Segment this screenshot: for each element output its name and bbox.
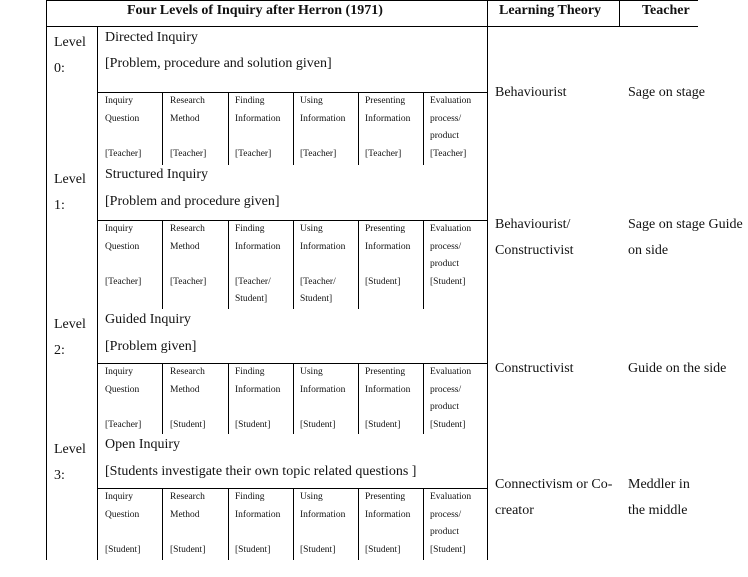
subtable-role-value: [Teacher/ Student]: [235, 276, 271, 304]
subtable-step-label: Inquiry Question: [105, 367, 140, 395]
subtable-step-label: Evaluation process/ product: [430, 492, 472, 537]
levels-column-header: Four Levels of Inquiry after Herron (1971): [127, 3, 383, 18]
subtable-role-value: [Teacher]: [300, 148, 337, 159]
subtable-role-value: [Student]: [235, 544, 271, 555]
subtable-role-value: [Teacher]: [365, 148, 402, 159]
subtable-step-label: Evaluation process/ product: [430, 367, 472, 412]
subtable-role-value: [Student]: [235, 419, 271, 430]
subtable-role-value: [Student]: [365, 419, 401, 430]
subtable-step-label: Using Information: [300, 367, 346, 395]
teacher-column-header: Teacher: [642, 3, 690, 18]
learning-theory: Behaviourist/ Constructivist: [495, 217, 574, 258]
subtable-step-label: Finding Information: [235, 492, 281, 520]
subtable-step-label: Evaluation process/ product: [430, 224, 472, 269]
subtable-step-label: Finding Information: [235, 96, 281, 124]
subtable-step-label: Inquiry Question: [105, 96, 140, 124]
subtable-step-label: Presenting Information: [365, 96, 411, 124]
level-label: Level 0:: [54, 35, 86, 76]
level-label: Level 3:: [54, 442, 86, 483]
teacher-role: Sage on stage: [628, 85, 705, 100]
subtable-role-value: [Student]: [430, 544, 466, 555]
teacher-role: Guide on the side: [628, 361, 727, 376]
teacher-role: Meddler in the middle: [628, 477, 690, 518]
subtable-step-label: Presenting Information: [365, 367, 411, 395]
subtable-role-value: [Student]: [365, 544, 401, 555]
subtable-step-label: Inquiry Question: [105, 224, 140, 252]
subtable-step-label: Research Method: [170, 367, 205, 395]
subtable-step-label: Using Information: [300, 224, 346, 252]
subtable-step-label: Evaluation process/ product: [430, 96, 472, 141]
subtable-step-label: Research Method: [170, 96, 205, 124]
subtable-step-label: Using Information: [300, 96, 346, 124]
level-label: Level 1:: [54, 172, 86, 213]
subtable-step-label: Inquiry Question: [105, 492, 140, 520]
learning-theory: Connectivism or Co-creator: [495, 477, 613, 518]
subtable-role-value: [Teacher]: [170, 276, 207, 287]
level-label-divider: [97, 26, 98, 560]
subtable-role-value: [Teacher]: [235, 148, 272, 159]
table-left-border: [46, 0, 47, 560]
level-description: [Problem, procedure and solution given]: [105, 56, 332, 71]
level-name: Directed Inquiry: [105, 30, 198, 45]
table-top-border: [46, 0, 698, 1]
subtable-step-label: Presenting Information: [365, 492, 411, 520]
level-label: Level 2:: [54, 317, 86, 358]
subtable-step-label: Presenting Information: [365, 224, 411, 252]
teacher-role: Sage on stage Guide on side: [628, 217, 743, 258]
level-name: Structured Inquiry: [105, 167, 209, 182]
level-name: Guided Inquiry: [105, 312, 191, 327]
level-description: [Problem and procedure given]: [105, 194, 280, 209]
subtable-role-value: [Teacher]: [170, 148, 207, 159]
subtable-step-label: Finding Information: [235, 224, 281, 252]
subtable-role-value: [Student]: [170, 544, 206, 555]
subtable-role-value: [Student]: [105, 544, 141, 555]
learning-theory: Constructivist: [495, 361, 574, 376]
subtable-role-value: [Teacher]: [105, 276, 142, 287]
subtable-role-value: [Teacher]: [105, 148, 142, 159]
header-bottom-border: [46, 26, 698, 27]
level-name: Open Inquiry: [105, 437, 181, 452]
subtable-step-label: Finding Information: [235, 367, 281, 395]
learning-theory: Behaviourist: [495, 85, 567, 100]
subtable-role-value: [Teacher/ Student]: [300, 276, 336, 304]
subtable-role-value: [Student]: [430, 419, 466, 430]
subtable-step-label: Using Information: [300, 492, 346, 520]
subtable-role-value: [Student]: [430, 276, 466, 287]
subtable-step-label: Research Method: [170, 492, 205, 520]
level-description: [Problem given]: [105, 339, 197, 354]
theory-column-right-border: [619, 0, 620, 27]
subtable-role-value: [Student]: [170, 419, 206, 430]
subtable-role-value: [Student]: [300, 419, 336, 430]
learning-theory-column-header: Learning Theory: [499, 3, 602, 18]
subtable-step-label: Research Method: [170, 224, 205, 252]
subtable-role-value: [Teacher]: [105, 419, 142, 430]
level-description: [Students investigate their own topic related questions ]: [105, 464, 417, 479]
subtable-role-value: [Student]: [365, 276, 401, 287]
subtable-role-value: [Teacher]: [430, 148, 467, 159]
subtable-role-value: [Student]: [300, 544, 336, 555]
